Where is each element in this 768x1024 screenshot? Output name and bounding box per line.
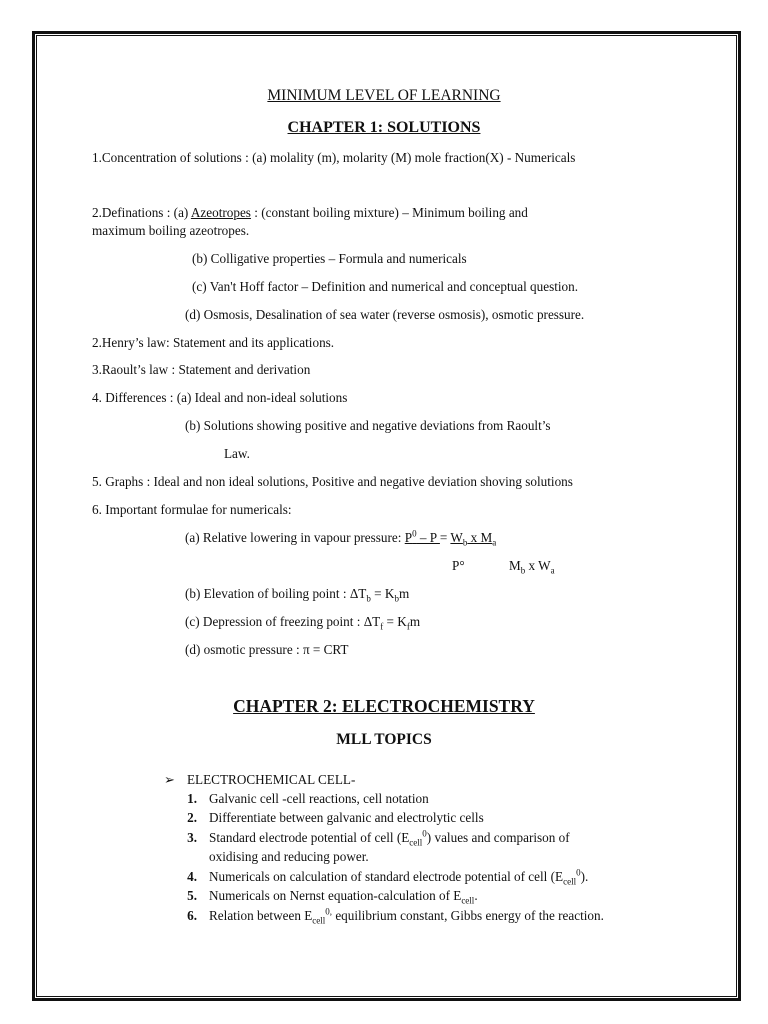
- item-differences-a: 4. Differences : (a) Ideal and non-ideal solutions: [92, 390, 348, 405]
- formula-b: [185, 586, 409, 602]
- list-item-4-sup: 0: [576, 867, 581, 878]
- list-number-1: 1.: [187, 791, 197, 806]
- formula-c-label: (c) Depression of freezing point :: [185, 614, 364, 629]
- definitions-prefix: 2.Definations : (a): [92, 205, 191, 220]
- list-item-3-sub: cell: [409, 837, 423, 848]
- list-item-5-text: Numericals on Nernst equation-calculation of E: [209, 888, 462, 903]
- list-item-6-text: Relation between E: [209, 908, 313, 923]
- item-graphs: 5. Graphs : Ideal and non ideal solutions, Positive and negative deviation shoving solutions: [92, 474, 573, 489]
- item-raoult: 3.Raoult’s law : Statement and derivation: [92, 362, 311, 377]
- formula-a-rhs-numerator: $W_b$ x $M_a$: [450, 530, 497, 548]
- list-item-3-text: Standard electrode potential of cell (E: [209, 830, 410, 845]
- item-definitions: [92, 205, 528, 221]
- formula-c: [185, 614, 420, 630]
- list-item-6-sub: cell: [312, 915, 326, 926]
- list-item-4-sub: cell: [563, 876, 577, 887]
- list-item-6-sup: 0,: [325, 906, 333, 917]
- list-item-6: [209, 908, 604, 924]
- item-differences-b2: Law.: [224, 446, 250, 461]
- item-concentration: 1.Concentration of solutions : (a) molality (m), molarity (M) mole fraction(X) - Numericals: [92, 150, 576, 165]
- chapter2-subheading: MLL TOPICS: [336, 731, 432, 748]
- definitions-b: (b) Colligative properties – Formula and numericals: [192, 251, 467, 266]
- list-item-3-sup: 0: [422, 828, 427, 839]
- list-number-4: 4.: [187, 869, 197, 884]
- list-item-5: [209, 888, 478, 904]
- formula-a-label: (a) Relative lowering in vapour pressure:: [185, 530, 405, 545]
- chapter2-heading: CHAPTER 2: ELECTROCHEMISTRY: [233, 696, 535, 716]
- azeotropes-term: Azeotropes: [190, 205, 251, 220]
- list-item-3-line2: oxidising and reducing power.: [209, 849, 369, 864]
- list-item-4-text: Numericals on calculation of standard electrode potential of cell (E: [209, 869, 564, 884]
- formula-d-label: (d) osmotic pressure :: [185, 642, 303, 657]
- formula-a-denominator: P°: [452, 558, 465, 573]
- definitions-rest: : (constant boiling mixture) – Minimum boiling and: [250, 205, 528, 220]
- bullet-electrochemical-cell: ELECTROCHEMICAL CELL-: [187, 772, 356, 787]
- item-henry: 2.Henry’s law: Statement and its applications.: [92, 335, 335, 350]
- list-item-5-tail: .: [474, 888, 478, 903]
- definitions-line2: maximum boiling azeotropes.: [92, 223, 250, 238]
- list-item-2: Differentiate between galvanic and electrolytic cells: [209, 810, 484, 825]
- definitions-c: (c) Van't Hoff factor – Definition and numerical and conceptual question.: [192, 279, 579, 294]
- list-item-6-tail: equilibrium constant, Gibbs energy of the reaction.: [332, 908, 604, 923]
- formula-d-eq: π = CRT: [302, 642, 349, 657]
- formula-a-rhs-denominator: $M_b$ x $W_a$: [509, 558, 555, 576]
- page-title: MINIMUM LEVEL OF LEARNING: [267, 87, 501, 104]
- list-item-5-sub: cell: [461, 895, 475, 906]
- list-number-3: 3.: [187, 830, 197, 845]
- list-item-1: Galvanic cell -cell reactions, cell notation: [209, 791, 429, 806]
- chapter1-heading: CHAPTER 1: SOLUTIONS: [287, 119, 481, 136]
- formula-c-eq: $\Delta T_f = K_fm$: [363, 614, 421, 632]
- formula-a: [185, 530, 496, 546]
- bullet-arrow-icon: ➢: [164, 772, 176, 787]
- definitions-d: (d) Osmosis, Desalination of sea water (reverse osmosis), osmotic pressure.: [185, 307, 585, 322]
- list-number-6: 6.: [187, 908, 197, 923]
- formula-b-eq: $\Delta T_b = K_bm$: [349, 586, 410, 604]
- list-item-3-tail: ) values and comparison of: [426, 830, 570, 845]
- list-number-5: 5.: [187, 888, 197, 903]
- list-item-4: [209, 869, 588, 885]
- formula-a-equals: =: [439, 530, 451, 545]
- list-item-3: [209, 830, 570, 846]
- list-item-4-tail: ).: [580, 869, 589, 884]
- formula-d: [185, 642, 348, 658]
- formula-a-numerator: $P^0$ – P: [404, 528, 440, 545]
- formula-b-label: (b) Elevation of boiling point :: [185, 586, 350, 601]
- item-differences-b: (b) Solutions showing positive and negative deviations from Raoult’s: [185, 418, 551, 433]
- item-formulae: 6. Important formulae for numericals:: [92, 502, 292, 517]
- list-number-2: 2.: [187, 810, 197, 825]
